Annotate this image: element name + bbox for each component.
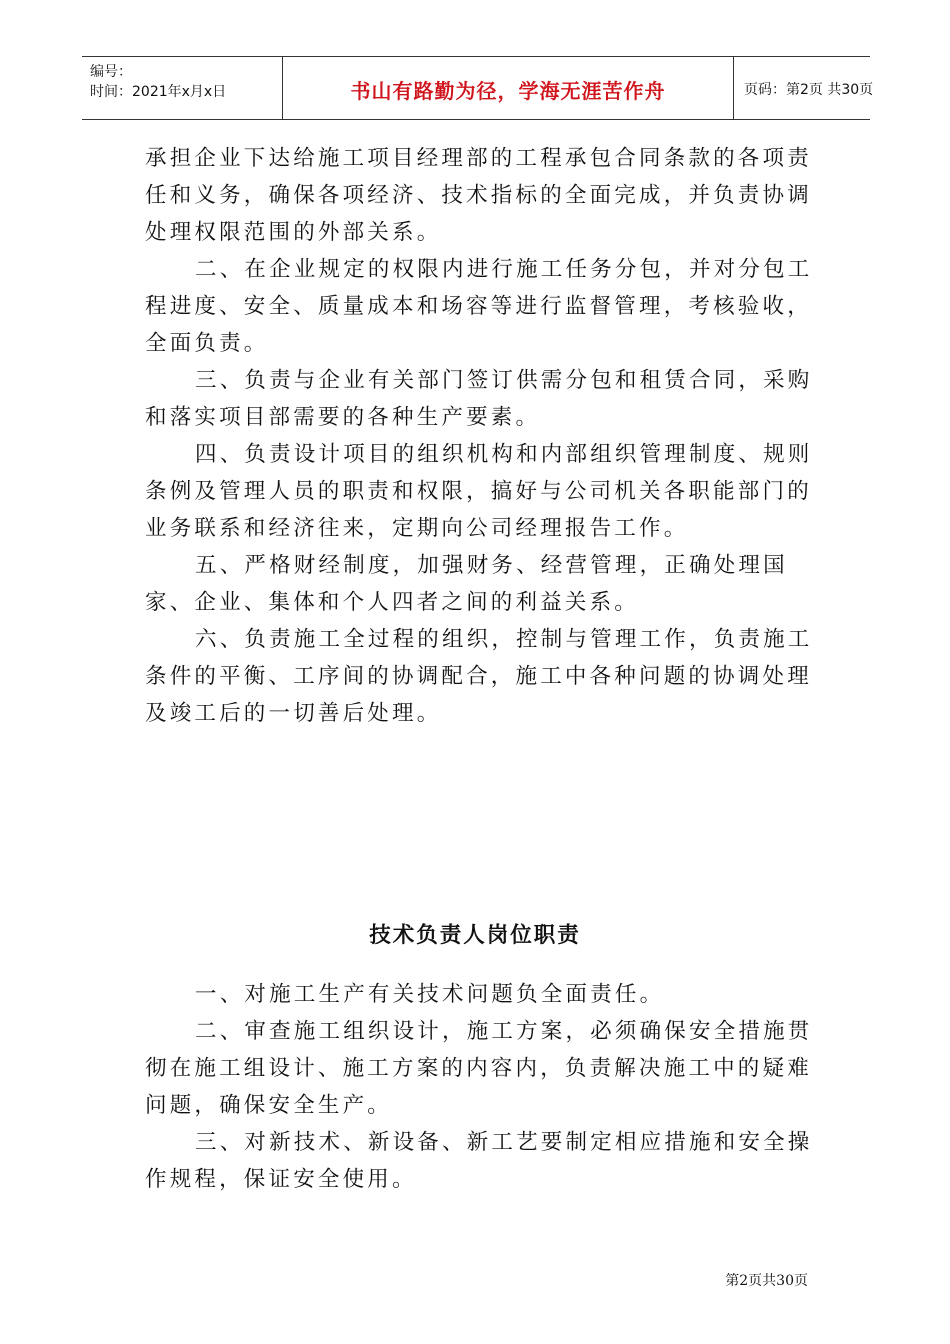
section-paragraph-item-2: 二、审查施工组织设计，施工方案，必须确保安全措施贯彻在施工组设计、施工方案的内容内，负责解决施工中的疑难问题，确保安全生产。 (145, 1019, 813, 1118)
document-body (145, 140, 825, 732)
body-paragraph-continuation: 承担企业下达给施工项目经理部的工程承包合同条款的各项责任和义务，确保各项经济、技术指标的全面完成，并负责协调处理权限范围的外部关系。 (145, 146, 812, 245)
header-motto-cell (282, 57, 734, 119)
body-paragraph-item-6: 六、负责施工全过程的组织，控制与管理工作，负责施工条件的平衡、工序间的协调配合，施工中各种问题的协调处理及竣工后的一切善后处理。 (145, 627, 813, 726)
document-time-label: 时间：2021年x月x日 (90, 84, 227, 100)
body-paragraph-item-5: 五、严格财经制度，加强财务、经营管理，正确处理国家、企业、集体和个人四者之间的利益关系。 (145, 553, 788, 615)
header-page-cell (734, 57, 874, 119)
header-motto: 书山有路勤为径，学海无涯苦作舟 (350, 79, 666, 103)
section-title: 技术负责人岗位职责 (369, 923, 581, 948)
section-paragraph-item-3: 三、对新技术、新设备、新工艺要制定相应措施和安全操作规程，保证安全使用。 (145, 1130, 813, 1192)
page-header (82, 56, 874, 120)
body-paragraph-item-2: 二、在企业规定的权限内进行施工任务分包，并对分包工程进度、安全、质量成本和场容等进行监督管理，考核验收，全面负责。 (145, 257, 813, 356)
body-paragraph-item-3: 三、负责与企业有关部门签订供需分包和租赁合同，采购和落实项目部需要的各种生产要素。 (145, 368, 813, 430)
page-footer-number: 第2页共30页 (725, 1273, 808, 1289)
section-body (145, 976, 825, 1198)
body-paragraph-item-4: 四、负责设计项目的组织机构和内部组织管理制度、规则条例及管理人员的职责和权限，搞好与公司机关各职能部门的业务联系和经济往来，定期向公司经理报告工作。 (145, 442, 813, 541)
header-page-number: 页码：第2页 共30页 (744, 82, 874, 98)
section-paragraph-item-1: 一、对施工生产有关技术问题负全面责任。 (195, 982, 665, 1007)
header-meta (82, 57, 282, 119)
document-code-label: 编号： (90, 64, 132, 80)
